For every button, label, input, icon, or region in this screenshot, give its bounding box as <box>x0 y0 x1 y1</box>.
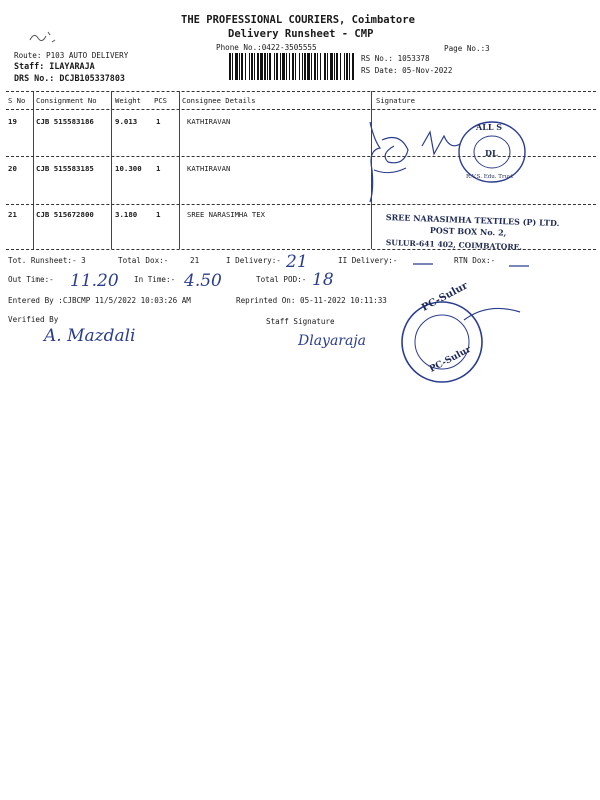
verified-by-signature: A. Mazdali <box>44 326 136 346</box>
total-runsheet: Tot. Runsheet:- 3 <box>8 256 86 265</box>
barcode-bar <box>245 53 246 80</box>
barcode-bar <box>307 53 310 80</box>
barcode-bar <box>327 53 328 80</box>
row-pcs: 1 <box>156 210 161 219</box>
dash-mark <box>508 264 530 268</box>
barcode-bar <box>282 53 285 80</box>
recipient-signature <box>360 110 470 205</box>
row-consignment: CJB 515672800 <box>36 210 94 219</box>
barcode-bar <box>251 53 253 80</box>
barcode-bar <box>302 53 303 80</box>
row-consignee: KATHIRAVAN <box>187 164 231 173</box>
col-header-consignment: Consignment No <box>36 96 97 105</box>
row-consignee: KATHIRAVAN <box>187 117 231 126</box>
barcode-bar <box>249 53 250 80</box>
reprinted-on: Reprinted On: 05-11-2022 10:11:33 <box>236 296 387 305</box>
company-title: THE PROFESSIONAL COURIERS, Coimbatore <box>181 14 415 26</box>
barcode-bar <box>267 53 268 80</box>
barcode-bar <box>254 53 255 80</box>
barcode-bar <box>260 53 263 80</box>
barcode-bar <box>235 53 238 80</box>
rvs-stamp-top: ALL S <box>476 122 503 132</box>
barcode-bar <box>311 53 312 80</box>
rs-date: RS Date: 05-Nov-2022 <box>361 66 453 75</box>
in-time-handwritten: 4.50 <box>184 271 222 291</box>
barcode-bar <box>304 53 306 80</box>
row-sno: 21 <box>8 210 17 219</box>
in-time-label: In Time:- <box>134 275 176 284</box>
barcode-bar <box>274 53 275 80</box>
row-consignment: CJB 515583186 <box>36 117 94 126</box>
barcode-bar <box>299 53 300 80</box>
barcode-bar <box>241 53 243 80</box>
row-pcs: 1 <box>156 164 161 173</box>
ii-delivery-label: II Delivery:- <box>338 256 398 265</box>
pc-stamp-top-text: PC-Sulur <box>420 280 470 314</box>
total-pod-handwritten: 18 <box>312 270 334 290</box>
out-time-handwritten: 11.20 <box>70 271 119 291</box>
staff-signature: Dlayaraja <box>298 333 367 349</box>
table-top-rule <box>6 91 596 92</box>
barcode-bar <box>324 53 326 80</box>
table-header-rule <box>6 109 596 110</box>
row-consignment: CJB 515583185 <box>36 164 94 173</box>
barcode-bar <box>317 53 318 80</box>
col-header-consignee: Consignee Details <box>182 96 256 105</box>
barcode-bar <box>257 53 259 80</box>
barcode-bar <box>336 53 338 80</box>
barcode-bar <box>295 53 296 80</box>
barcode-bar <box>344 53 345 80</box>
company-stamp-line1: SREE NARASIMHA TEXTILES (P) LTD. <box>385 212 560 229</box>
col-header-weight: Weight <box>115 96 141 105</box>
company-stamp-line2: POST BOX No. 2, <box>429 225 507 238</box>
col-divider <box>179 91 180 249</box>
barcode-bar <box>340 53 341 80</box>
col-header-signature: Signature <box>376 96 415 105</box>
total-dox-value: 21 <box>190 256 200 265</box>
row-sno: 19 <box>8 117 17 126</box>
staff-signature-label: Staff Signature <box>266 317 335 326</box>
row-consignee: SREE NARASIMHA TEX <box>187 210 265 219</box>
row-weight: 10.300 <box>115 164 142 173</box>
out-time-label: Out Time:- <box>8 275 54 284</box>
barcode-bar <box>314 53 316 80</box>
barcode-bar <box>289 53 290 80</box>
barcode-bar <box>232 53 233 80</box>
barcode-bar <box>280 53 281 80</box>
barcode-bar <box>276 53 278 80</box>
barcode-bar <box>292 53 294 80</box>
dash-mark <box>412 262 434 266</box>
barcode-bar <box>330 53 333 80</box>
col-header-pcs: PCS <box>154 96 167 105</box>
col-header-sno: S No <box>8 96 26 105</box>
pc-stamp-bottom-text: PC-Sulur <box>428 344 473 375</box>
barcode-bar <box>239 53 240 80</box>
route-label: Route: P103 AUTO DELIVERY <box>14 51 129 60</box>
staff-label: Staff: ILAYARAJA <box>14 61 95 71</box>
barcode-bar <box>229 53 231 80</box>
rs-number: RS No.: 1053378 <box>361 54 430 63</box>
total-dox-label: Total Dox:- <box>118 256 169 265</box>
barcode-bar <box>320 53 321 80</box>
entered-by: Entered By :CJBCMP 11/5/2022 10:03:26 AM <box>8 296 191 305</box>
drs-number: DRS No.: DCJB105337803 <box>14 73 125 83</box>
barcode-bar <box>334 53 335 80</box>
verified-by-label: Verified By <box>8 315 59 324</box>
col-divider <box>33 91 34 249</box>
row-weight: 3.180 <box>115 210 138 219</box>
barcode-bar <box>349 53 350 80</box>
rtn-dox-label: RTN Dox:- <box>454 256 496 265</box>
rvs-stamp-mid: DL <box>485 148 498 158</box>
runsheet-subtitle: Delivery Runsheet - CMP <box>228 28 374 40</box>
barcode-bar <box>346 53 348 80</box>
col-divider <box>111 91 112 249</box>
pc-sulur-stamp-icon <box>398 300 526 384</box>
barcode-bar <box>286 53 287 80</box>
row-weight: 9.013 <box>115 117 138 126</box>
total-pod-label: Total POD:- <box>256 275 307 284</box>
company-stamp-line3: SULUR-641 402, COIMBATORE. <box>385 238 523 252</box>
row-pcs: 1 <box>156 117 161 126</box>
i-delivery-label: I Delivery:- <box>226 256 281 265</box>
barcode-bar <box>264 53 266 80</box>
phone-number: Phone No.:0422-3505555 <box>216 43 317 52</box>
barcode-bar <box>269 53 271 80</box>
page-number: Page No.:3 <box>444 44 490 53</box>
scribble-mark-icon <box>28 28 58 48</box>
barcode-image <box>229 53 355 80</box>
i-delivery-handwritten: 21 <box>286 252 308 272</box>
barcode-bar <box>352 53 354 80</box>
row-separator <box>6 204 596 205</box>
rvs-stamp-bottom: R.V.S. Edu. Trust <box>466 174 514 180</box>
row-sno: 20 <box>8 164 17 173</box>
